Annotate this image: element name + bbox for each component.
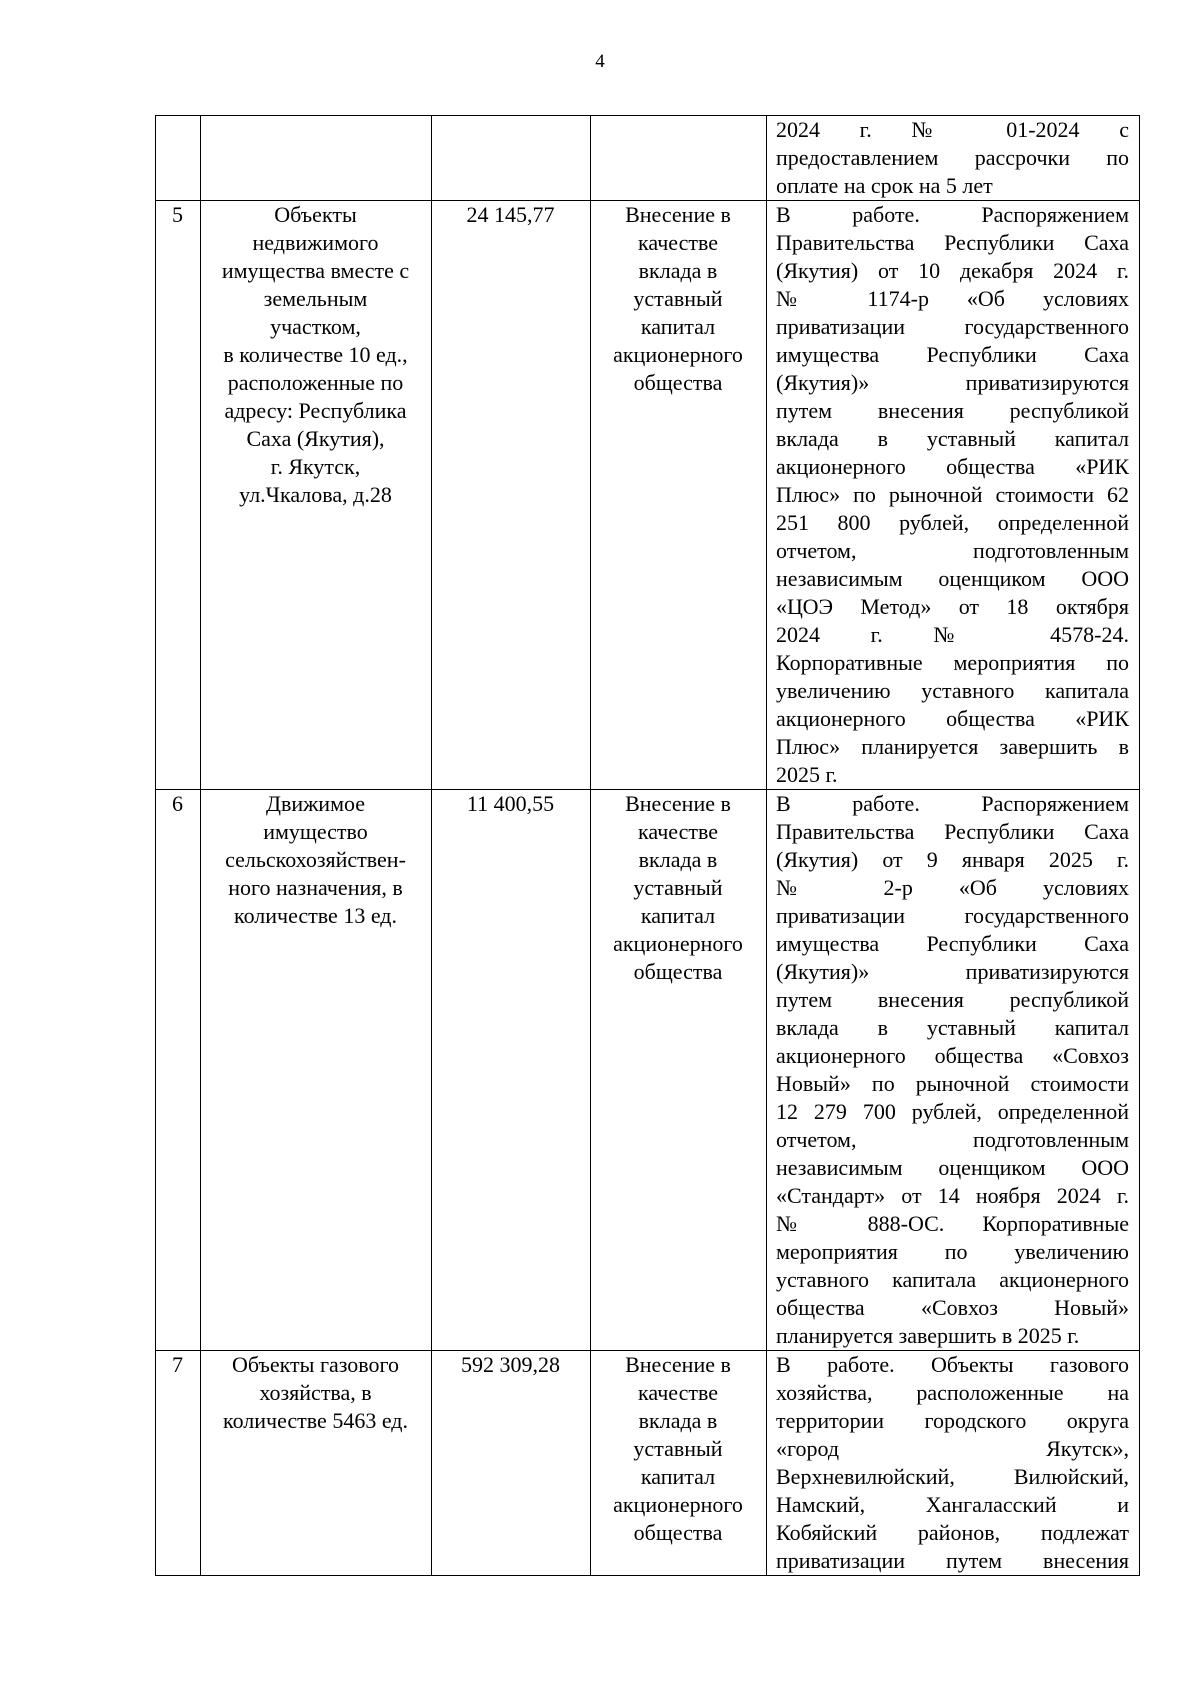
- status-line: Корпоративные мероприятия по: [776, 650, 1129, 675]
- status-line: 12 279 700 рублей, определенной: [776, 1099, 1129, 1124]
- status-line: акционерного общества «РИК: [776, 454, 1129, 479]
- object-name-line: земельным: [263, 286, 368, 311]
- status-line: № 2-р «Об условиях: [776, 875, 1129, 900]
- status-line: увеличению уставного капитала: [776, 678, 1129, 703]
- status-line: приватизации государственного: [776, 903, 1129, 928]
- status-line: Плюс» по рыночной стоимости 62: [776, 482, 1129, 507]
- status-line: планируется завершить в 2025 г.: [776, 1323, 1080, 1348]
- status-line: 2024 г. № 01-2024 с: [776, 117, 1129, 142]
- method-line: вклада в: [638, 1408, 718, 1433]
- object-name-line: участком,: [270, 314, 361, 339]
- status-line: 2024 г. № 4578-24.: [776, 622, 1129, 647]
- table-row: [156, 790, 1140, 1351]
- object-name-line: количестве 5463 ед.: [223, 1408, 408, 1433]
- status-line: (Якутия)» приватизируются: [776, 959, 1129, 984]
- method-line: акционерного: [613, 1492, 743, 1517]
- object-name-line: хозяйства, в: [259, 1380, 372, 1405]
- status-line: В работе. Объекты газового: [776, 1352, 1129, 1377]
- object-name-line: ного назначения, в: [228, 875, 403, 900]
- method-line: Внесение в: [625, 202, 731, 227]
- method-line: вклада в: [638, 847, 718, 872]
- status-line: Кобяйский районов, подлежат: [776, 1520, 1129, 1545]
- object-name-line: недвижимого: [252, 230, 379, 255]
- status-line: уставного капитала акционерного: [776, 1267, 1129, 1292]
- status-cell: [767, 790, 1140, 1351]
- method-line: капитал: [640, 1464, 716, 1489]
- status-line: (Якутия) от 10 декабря 2024 г.: [776, 258, 1129, 283]
- status-line: 251 800 рублей, определенной: [776, 510, 1129, 535]
- object-name-line: Саха (Якутия),: [246, 426, 385, 451]
- method-line: Внесение в: [625, 1352, 731, 1377]
- object-name-line: имущества вместе с: [221, 258, 410, 283]
- status-line: Плюс» планируется завершить в: [776, 734, 1129, 759]
- method-line: Внесение в: [625, 791, 731, 816]
- privatization-method-cell: [591, 790, 767, 1351]
- object-name-cell: [201, 790, 432, 1351]
- table-body: [156, 116, 1140, 1576]
- cost-cell: 592 309,28: [432, 1351, 591, 1576]
- method-line: акционерного: [613, 342, 743, 367]
- status-line: независимым оценщиком ООО: [776, 1155, 1129, 1180]
- cost-cell: 11 400,55: [432, 790, 591, 1351]
- status-line: акционерного общества «Совхоз: [776, 1043, 1129, 1068]
- status-line: территории городского округа: [776, 1408, 1129, 1433]
- object-name-line: имущество: [263, 819, 368, 844]
- status-line: № 1174-р «Об условиях: [776, 286, 1129, 311]
- method-line: общества: [633, 1520, 723, 1545]
- status-line: акционерного общества «РИК: [776, 706, 1129, 731]
- status-line: «Стандарт» от 14 ноября 2024 г.: [776, 1183, 1129, 1208]
- row-number-cell: 6: [156, 790, 201, 1351]
- method-line: вклада в: [638, 258, 718, 283]
- method-line: капитал: [640, 314, 716, 339]
- status-line: Правительства Республики Саха: [776, 819, 1129, 844]
- object-name-line: ул.Чкалова, д.28: [239, 482, 392, 507]
- object-name-line: Объекты газового: [231, 1352, 400, 1377]
- status-cell: [767, 1351, 1140, 1576]
- cost-cell: [432, 116, 591, 201]
- privatization-method-cell: [591, 201, 767, 790]
- status-cell: [767, 116, 1140, 201]
- object-name-line: адресу: Республика: [224, 398, 407, 423]
- method-line: уставный: [633, 875, 723, 900]
- status-line: № 888-ОС. Корпоративные: [776, 1211, 1129, 1236]
- table-row: [156, 116, 1140, 201]
- status-line: путем внесения республикой: [776, 987, 1129, 1012]
- status-line: Намский, Хангаласский и: [776, 1492, 1129, 1517]
- page-number: 4: [595, 51, 605, 72]
- status-line: Правительства Республики Саха: [776, 230, 1129, 255]
- status-line: 2025 г.: [776, 762, 838, 787]
- method-line: уставный: [633, 286, 723, 311]
- status-line: отчетом, подготовленным: [776, 538, 1129, 563]
- status-line: В работе. Распоряжением: [776, 202, 1129, 227]
- privatization-method-cell: [591, 116, 767, 201]
- status-line: мероприятия по увеличению: [776, 1239, 1129, 1264]
- status-line: Верхневилюйский, Вилюйский,: [776, 1464, 1129, 1489]
- method-line: общества: [633, 959, 723, 984]
- privatization-table: [155, 115, 1140, 1576]
- status-line: независимым оценщиком ООО: [776, 566, 1129, 591]
- object-name-line: расположенные по: [227, 370, 404, 395]
- status-cell: [767, 201, 1140, 790]
- status-line: путем внесения республикой: [776, 398, 1129, 423]
- table-row: [156, 1351, 1140, 1576]
- object-name-line: количестве 13 ед.: [234, 903, 397, 928]
- row-number-cell: 5: [156, 201, 201, 790]
- object-name-line: г. Якутск,: [270, 454, 361, 479]
- status-line: хозяйства, расположенные на: [776, 1380, 1129, 1405]
- method-line: уставный: [633, 1436, 723, 1461]
- object-name-line: Объекты: [274, 202, 357, 227]
- method-line: качестве: [637, 819, 719, 844]
- status-line: имущества Республики Саха: [776, 931, 1129, 956]
- status-line: (Якутия) от 9 января 2025 г.: [776, 847, 1129, 872]
- method-line: качестве: [637, 1380, 719, 1405]
- status-line: «город Якутск»,: [776, 1436, 1129, 1461]
- object-name-line: сельскохозяйствен-: [225, 847, 406, 872]
- status-line: вклада в уставный капитал: [776, 426, 1129, 451]
- status-line: приватизации путем внесения: [776, 1548, 1129, 1573]
- method-line: акционерного: [613, 931, 743, 956]
- status-line: Новый» по рыночной стоимости: [776, 1071, 1129, 1096]
- status-line: предоставлением рассрочки по: [776, 145, 1129, 170]
- status-line: В работе. Распоряжением: [776, 791, 1129, 816]
- object-name-line: в количестве 10 ед.,: [223, 342, 408, 367]
- object-name-cell: [201, 201, 432, 790]
- status-line: общества «Совхоз Новый»: [776, 1295, 1129, 1320]
- row-number-cell: [156, 116, 201, 201]
- status-line: отчетом, подготовленным: [776, 1127, 1129, 1152]
- method-line: качестве: [637, 230, 719, 255]
- status-line: оплате на срок на 5 лет: [776, 173, 993, 198]
- status-line: имущества Республики Саха: [776, 342, 1129, 367]
- object-name-line: Движимое: [265, 791, 366, 816]
- method-line: капитал: [640, 903, 716, 928]
- method-line: общества: [633, 370, 723, 395]
- row-number-cell: 7: [156, 1351, 201, 1576]
- table-row: [156, 201, 1140, 790]
- status-line: «ЦОЭ Метод» от 18 октября: [776, 594, 1129, 619]
- privatization-method-cell: [591, 1351, 767, 1576]
- status-line: (Якутия)» приватизируются: [776, 370, 1129, 395]
- status-line: вклада в уставный капитал: [776, 1015, 1129, 1040]
- object-name-cell: [201, 1351, 432, 1576]
- status-line: приватизации государственного: [776, 314, 1129, 339]
- cost-cell: 24 145,77: [432, 201, 591, 790]
- object-name-cell: [201, 116, 432, 201]
